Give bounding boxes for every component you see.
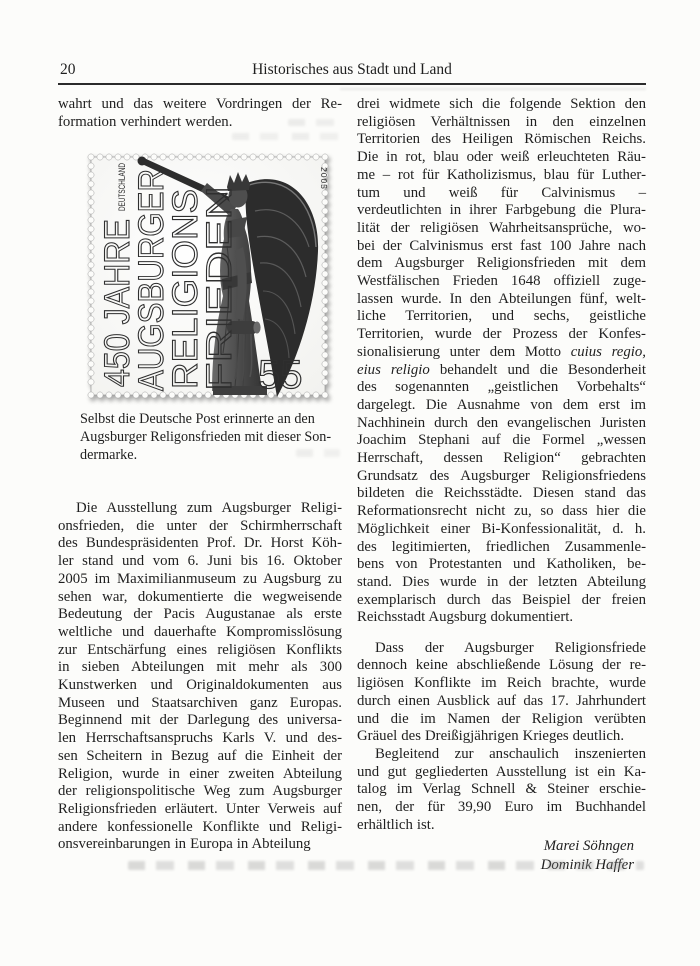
text-line: des Bundespräsidenten Prof. Dr. Horst Köh- (58, 535, 342, 552)
text-line: des sogenannten „geistlichen Vorbehalts“ (357, 379, 646, 396)
text-line: len Herrschaftsanspruchs Karls V. und des- (58, 730, 342, 747)
text-line: dem Augsburger Religionsfrieden mit dem (357, 255, 646, 272)
text-line: Augsburger Religonsfrieden mit dieser Son- (80, 429, 332, 446)
bleedthrough-smudge (288, 119, 342, 126)
text-line: Begleitend zur anschaulich inszenierten (375, 745, 646, 762)
text-line: me – rot für Katholizismus, blau für Luther- (357, 166, 646, 183)
text-line: Nachhinein durch den evangelischen Juristen (357, 414, 646, 431)
text-line: Kunstwerken und Originaldokumenten aus (58, 677, 342, 694)
text-line: ler stand und vom 6. Juni bis 16. Oktober (58, 553, 342, 570)
bleedthrough-smudge (232, 133, 342, 140)
header-rule (58, 83, 646, 85)
text-line: in sieben Abteilungen mit mehr als 300 (58, 659, 342, 676)
text-line: Die in rot, blau oder weiß erleuchteten Räu- (357, 149, 646, 166)
text-line: sionalisierung unter dem Motto cuius regio, (357, 343, 646, 360)
text-line: dennoch keine abschließende Lösung der re- (357, 657, 646, 674)
text-line: formation verhindert werden. (58, 113, 233, 130)
text-line: Territorien des Heiligen Römischen Reichs. (357, 131, 646, 148)
text-line: Dominik Haffer (540, 856, 634, 873)
text-line: Westfälischen Frieden 1648 offiziell zuge- (357, 273, 646, 290)
text-line: lität der religiösen Wahrheitsansprüche, wo- (357, 219, 646, 236)
text-line: dermarke. (80, 447, 138, 464)
text-line: und die im Namen der Religion verübten (357, 710, 646, 727)
text-line: durch einen Ausblick auf das 17. Jahrhundert (357, 692, 646, 709)
text-line: tum und weiß für Calvinismus – (357, 184, 646, 201)
text-line: der religionspolitische Weg zum Augsburger (58, 783, 342, 800)
text-line: des legitimierten, friedlichen Zusammenle- (357, 538, 646, 555)
text-line: dargelegt. Die Ausnahme von dem erst im (357, 396, 646, 413)
stamp-year-text: 2005 (319, 167, 329, 190)
text-line: verdeutlichten in ihrer Farbgebung die Plura- (357, 202, 646, 219)
text-line: Herrschaft, dessen Religion“ gebrachten (357, 450, 646, 467)
paragraph-sections (357, 96, 646, 627)
text-line: Gräuel des Dreißigjährigen Krieges deutlich. (357, 728, 625, 745)
text-line: lassen wurde. In den Abteilungen fünf, welt- (357, 290, 646, 307)
text-line: Marei Söhngen (543, 838, 634, 855)
running-header-title: Historisches aus Stadt und Land (252, 61, 452, 78)
bleedthrough-smudge (128, 861, 644, 870)
text-line: stand. Dies wurde in der letzten Abteilung (357, 573, 646, 590)
text-line: wahrt und das weitere Vordringen der Re- (58, 96, 342, 112)
text-line: sehen war, dokumentierte die wegweisende (58, 588, 342, 605)
text-line: bildeten die Reichsstädte. Diesen stand das (357, 485, 646, 502)
text-line: exemplarisch durch das Beispiel der freien (357, 591, 646, 608)
text-line: Die Ausstellung zum Augsburger Religi- (76, 500, 342, 516)
text-line: Joachim Stephani auf die Formel „wessen (357, 432, 646, 449)
stamp-title-line3: RELIGIONS (166, 198, 205, 389)
page-number: 20 (60, 61, 76, 78)
text-line: nen, der für 39,90 Euro im Buchhandel (357, 799, 646, 816)
paragraph-catalog (357, 746, 646, 835)
text-line: eius religio behandelt und die Besonderheit (357, 361, 646, 378)
text-line: Reichsstadt Augsburg dokumentiert. (357, 609, 574, 626)
text-line: onsvereinbarungen in Europa in Abteilung (58, 836, 311, 853)
stamp-title-line1: 450 JAHRE (98, 204, 137, 387)
text-line: liche Territorien, und sechs, geistliche (357, 308, 646, 325)
stamp-image (85, 151, 331, 401)
text-line: und gut gegliederten Ausstellung ist ein Ka- (357, 763, 646, 780)
text-line: erhältlich ist. (357, 816, 435, 833)
text-line: Grundsatz des Augsburger Religionsfriedens (357, 467, 646, 484)
stamp-title-line4: FRIEDEN (200, 237, 239, 391)
stamp-country-text: DEUTSCHLAND (117, 151, 128, 211)
text-line: zur Entschärfung eines religiösen Konflikts (58, 641, 342, 658)
text-line: 2005 im Maximilianmuseum zu Augsburg zu (58, 570, 342, 587)
bleedthrough-smudge (296, 449, 340, 457)
text-line: religiösen Verhältnissen in den einzelnen (357, 113, 646, 130)
text-line: sen Scheitern in Bezug auf die Einheit der (58, 747, 342, 764)
text-line: Beginnend mit der Darlegung des universa- (58, 712, 342, 729)
text-line: andere konfessionelle Konflikte und Religi- (58, 818, 342, 835)
text-line: Territorien, wurde der Prozess der Konfes- (357, 326, 646, 343)
stamp-figure (85, 151, 331, 401)
paragraph-continuation (58, 96, 342, 131)
text-line: Selbst die Deutsche Post erinnerte an den (80, 411, 315, 427)
header-rule-ghost (340, 88, 646, 90)
text-line: Religion, wurde in einer zweiten Abteilung (58, 765, 342, 782)
text-line: bens von Protestanten und Katholiken, be- (357, 556, 646, 573)
paragraph-outlook (357, 640, 646, 746)
text-line: Museen und Staatsarchiven ganz Europas. (58, 694, 342, 711)
text-line: Dass der Augsburger Religionsfriede (375, 639, 646, 656)
text-line: Reformationsrecht nicht zu, so dass hier die (357, 503, 646, 520)
text-line: onsfrieden, die unter der Schirmherrschaft (58, 517, 342, 534)
text-line: ligiösen Konflikte im Reich brachte, wurde (357, 675, 646, 692)
text-line: bei der Calvinismus erst fast 100 Jahre nach (357, 237, 646, 254)
stamp-title-line2: AUGSBURGER (132, 151, 171, 391)
paragraph-exhibition (58, 500, 342, 854)
stamp-denomination-text: 55 (258, 353, 303, 397)
page-header (58, 61, 646, 81)
text-line: Religionsfrieden erläutert. Unter Verweis auf (58, 800, 342, 817)
right-column (357, 96, 646, 874)
text-line: talog im Verlag Schnell & Steiner erschie- (357, 781, 646, 798)
text-line: weltliche und dauerhafte Kompromisslösung (58, 623, 342, 640)
text-line: Bedeutung der Pacis Augustanae als erste (58, 606, 342, 623)
text-line: Möglichkeit einer Bi-Konfessionalität, d. h. (357, 520, 646, 537)
text-line: drei widmete sich die folgende Sektion den (357, 96, 646, 112)
